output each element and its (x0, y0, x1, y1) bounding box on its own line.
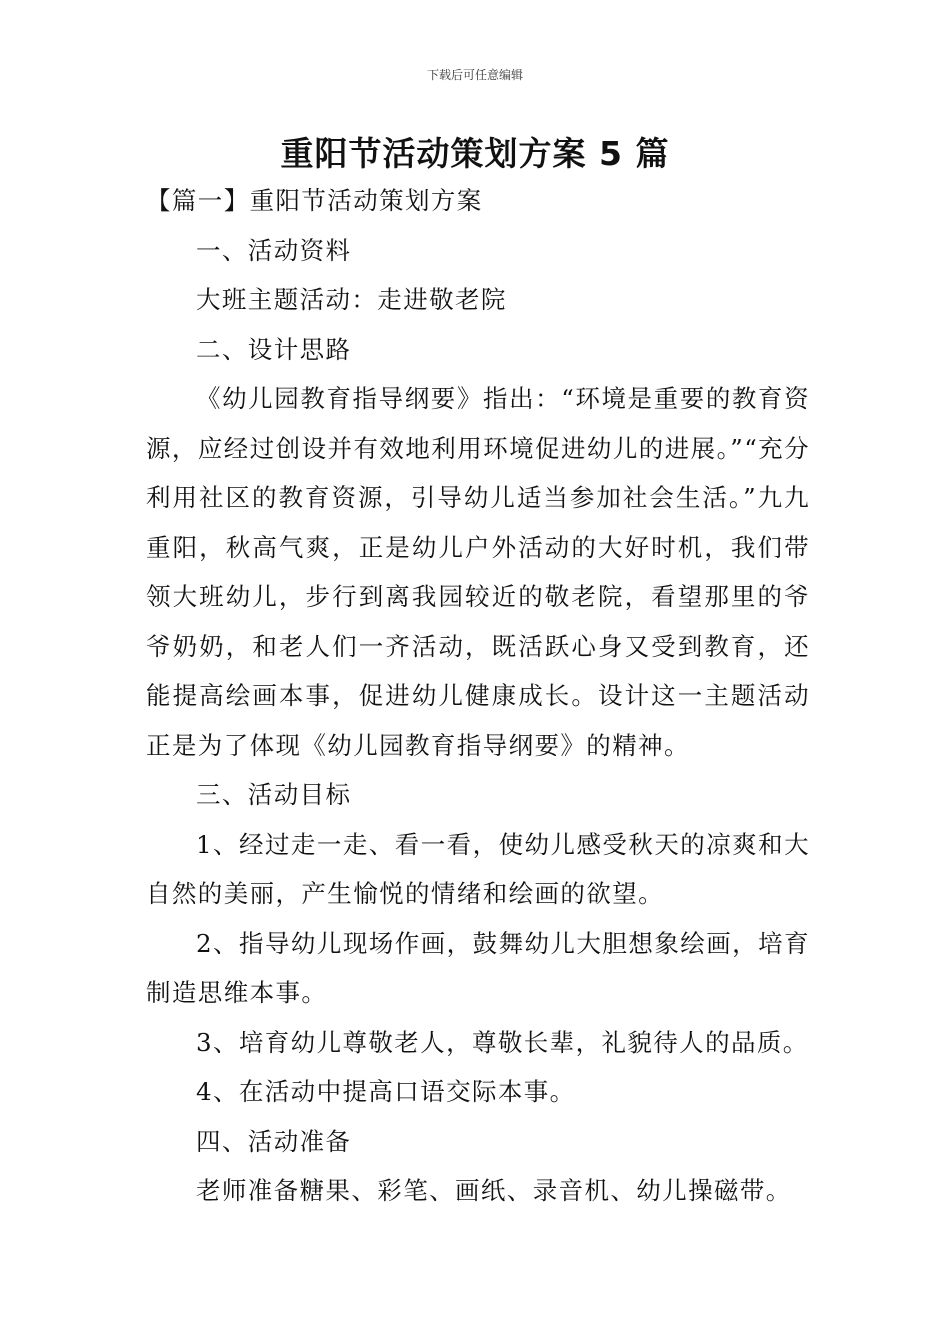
paragraph-design-idea: 《幼儿园教育指导纲要》指出：“环境是重要的教育资源，应经过创设并有效地利用环境促进幼儿的进展。”“充分利用社区的教育资源，引导幼儿适当参加社会生活。”九九重阳，秋高气爽，正是幼儿户外活动的大好时机，我们带领大班幼儿，步行到离我园较近的敬老院，看望那里的爷爷奶奶，和老人们一齐活动，既活跃心身又受到教育，还能提高绘画本事，促进幼儿健康成长。设计这一主题活动正是为了体现《幼儿园教育指导纲要》的精神。 (146, 384, 810, 760)
goal-item-4: 4、在活动中提高口语交际本事。 (196, 1077, 576, 1106)
section-heading: 【篇一】重阳节活动策划方案 (146, 186, 483, 215)
document-body (146, 176, 810, 1216)
goal-item-2: 2、指导幼儿现场作画，鼓舞幼儿大胆想象绘画，培育制造思维本事。 (146, 928, 810, 1007)
subheading-design-idea: 二、设计思路 (196, 334, 352, 364)
subheading-activity-goals: 三、活动目标 (196, 780, 352, 809)
goal-item-1: 1、经过走一走、看一看，使幼儿感受秋天的凉爽和大自然的美丽，产生愉悦的情绪和绘画的欲望。 (146, 829, 810, 908)
page-header-note: 下载后可任意编辑 (426, 68, 523, 82)
document-title: 重阳节活动策划方案 5 篇 (280, 134, 670, 173)
subheading-activity-content: 一、活动资料 (196, 235, 352, 265)
subheading-activity-prep: 四、活动准备 (196, 1126, 352, 1156)
paragraph-prep: 老师准备糖果、彩笔、画纸、录音机、幼儿操磁带。 (196, 1176, 792, 1205)
paragraph-theme: 大班主题活动：走进敬老院 (196, 285, 507, 314)
goal-item-3: 3、培育幼儿尊敬老人，尊敬长辈，礼貌待人的品质。 (196, 1027, 809, 1057)
